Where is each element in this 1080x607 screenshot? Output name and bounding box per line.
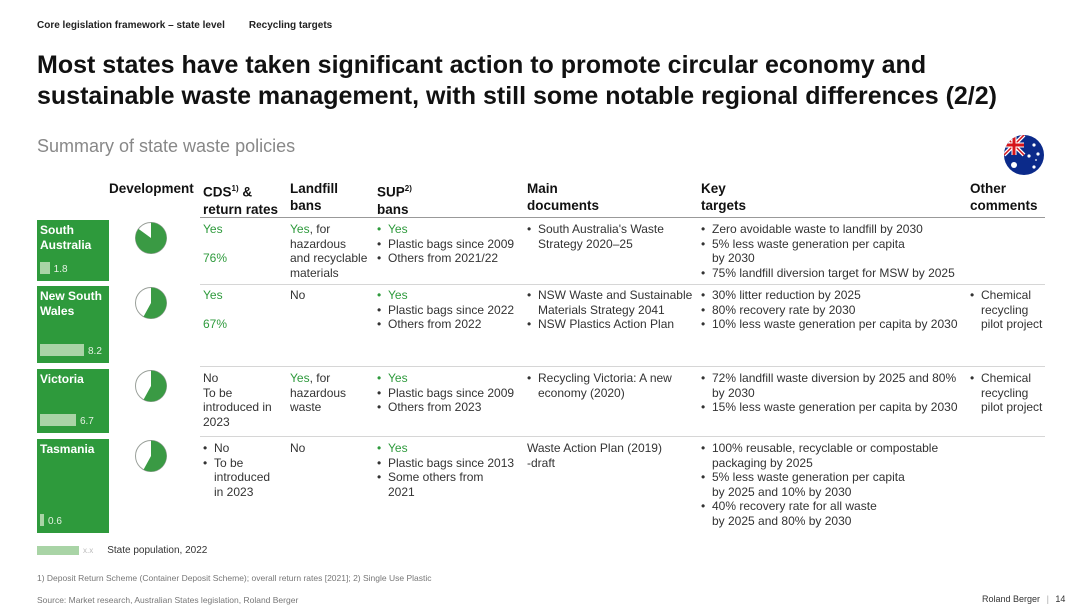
population-value: 8.2 xyxy=(88,346,102,357)
header-cds: CDS$^{1)}$ & return rates xyxy=(203,184,279,217)
legend-placeholder: x.x xyxy=(83,546,94,555)
cds-status: Yes xyxy=(203,288,223,302)
population-bar xyxy=(40,344,84,356)
state-name: South Australia xyxy=(40,223,92,252)
legend-label: State population, 2022 xyxy=(107,545,208,556)
page-number: 14 xyxy=(1055,594,1066,604)
development-pie xyxy=(134,369,168,403)
page-subtitle: Summary of state waste policies xyxy=(37,136,296,156)
cds-status: Yes xyxy=(203,222,223,236)
documents-cell: Waste Action Plan (2019) -draft xyxy=(527,441,662,470)
population-value: 6.7 xyxy=(79,416,94,427)
legend-bar xyxy=(37,546,79,555)
cds-rate: 76% xyxy=(203,250,228,265)
cds-cell xyxy=(203,288,227,331)
development-pie xyxy=(134,286,168,320)
comments-cell: • Chemical recycling pilot project xyxy=(970,371,1042,415)
documents-cell: • NSW Waste and Sustainable Materials Strategy 2041 • NSW Plastics Action Plan xyxy=(527,288,692,332)
australia-flag-icon xyxy=(1004,135,1044,175)
population-bar xyxy=(40,262,50,274)
development-pie xyxy=(134,439,168,473)
header-documents: Main documents xyxy=(527,181,600,213)
source-note: Source: Market research, Australian States legislation, Roland Berger xyxy=(37,595,299,605)
state-south-australia xyxy=(37,220,109,281)
header-sup: SUP$^{2)}$ bans xyxy=(377,184,412,217)
state-new-south-wales xyxy=(37,286,109,363)
header-targets: Key targets xyxy=(701,181,747,213)
header-divider xyxy=(200,217,1045,218)
targets-cell: • 100% reusable, recyclable or compostable packaging by 2025 • 5% less waste generation per capita by 2025 and 10% by 2030 • 40% recovery rate for all waste by 2025 and 80% by 2030 xyxy=(701,441,938,528)
header-comments: Other comments xyxy=(970,181,1038,213)
top-breadcrumb xyxy=(37,20,332,31)
targets-cell: • Zero avoidable waste to landfill by 2030 • 5% less waste generation per capita by 2030 • 75% landfill diversion target for MSW by 2025 xyxy=(701,222,955,280)
population-legend xyxy=(37,545,207,556)
cds-cell: No To be introduced in 2023 xyxy=(203,371,272,429)
sup-cell: • Yes • Plastic bags since 2009 • Others from 2021/22 xyxy=(377,222,514,266)
documents-cell: • Recycling Victoria: A new economy (2020) xyxy=(527,371,672,400)
state-victoria xyxy=(37,369,109,433)
landfill-cell: No xyxy=(290,288,306,302)
state-name: Tasmania xyxy=(40,442,95,456)
population-value: 0.6 xyxy=(48,516,62,527)
state-name: Victoria xyxy=(40,372,84,386)
row-divider xyxy=(200,436,1045,437)
population-bar xyxy=(40,414,76,426)
targets-cell: • 72% landfill waste diversion by 2025 and 80% by 2030 • 15% less waste generation per capita by 2030 xyxy=(701,371,958,415)
breadcrumb-section: Core legislation framework – state level xyxy=(37,20,225,31)
targets-cell: • 30% litter reduction by 2025 • 80% recovery rate by 2030 • 10% less waste generation per capita by 2030 xyxy=(701,288,958,332)
landfill-cell: Yes, for hazardous waste xyxy=(290,371,347,414)
population-bar xyxy=(40,514,44,526)
sup-cell: • Yes • Plastic bags since 2009 • Others from 2023 xyxy=(377,371,514,415)
row-divider xyxy=(200,284,1045,285)
development-pie xyxy=(134,221,168,255)
header-landfill: Landfill bans xyxy=(290,181,338,213)
breadcrumb-topic: Recycling targets xyxy=(248,20,333,31)
sup-cell: • Yes • Plastic bags since 2022 • Others from 2022 xyxy=(377,288,514,332)
cds-rate: 67% xyxy=(203,316,228,331)
page-title: Most states have taken significant action to promote circular economy and sustainable waste management, with still some notable regional differences (2/2) xyxy=(37,51,997,110)
landfill-cell: Yes, for hazardous and recyclable materials xyxy=(290,222,368,280)
row-divider xyxy=(200,366,1045,367)
cds-cell: • No • To be introduced in 2023 xyxy=(203,441,270,499)
state-name: New South Wales xyxy=(40,289,102,318)
brand-footer: Roland Berger | 14 xyxy=(982,594,1066,604)
landfill-cell: No xyxy=(290,441,306,455)
state-tasmania xyxy=(37,439,109,533)
comments-cell: • Chemical recycling pilot project xyxy=(970,288,1042,332)
population-value: 1.8 xyxy=(53,264,68,275)
cds-cell xyxy=(203,222,227,265)
brand-name: Roland Berger xyxy=(982,594,1041,604)
header-development: Development xyxy=(109,181,194,196)
footnote: 1) Deposit Return Scheme (Container Deposit Scheme); overall return rates [2021]; 2) Single Use Plastic xyxy=(37,573,432,583)
sup-cell: • Yes • Plastic bags since 2013 • Some others from 2021 xyxy=(377,441,514,499)
documents-cell: • South Australia's Waste Strategy 2020–25 xyxy=(527,222,664,251)
